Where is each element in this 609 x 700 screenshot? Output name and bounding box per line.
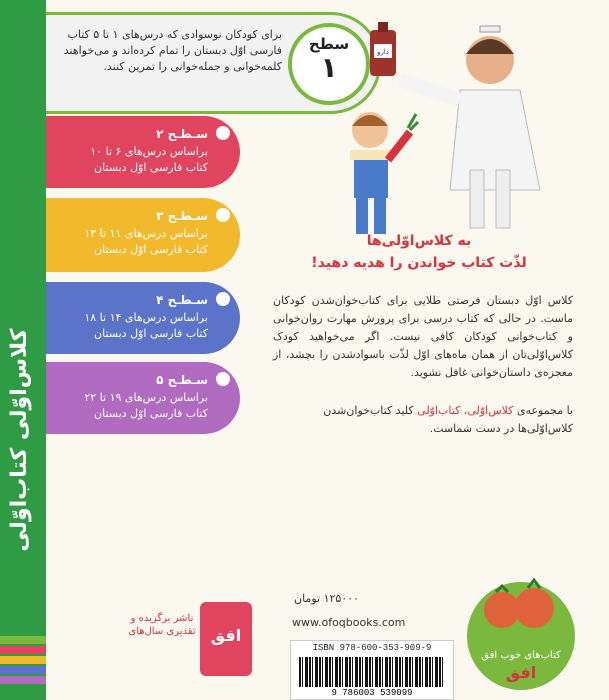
level-2-line1: براساس درس‌های ۶ تا ۱۰ — [90, 145, 208, 158]
level-5-line1: براساس درس‌های ۱۹ تا ۲۲ — [84, 391, 208, 404]
level-2-label: سـطـح ۲ — [156, 127, 208, 141]
doctor-coat — [450, 90, 540, 190]
barcode-block — [290, 640, 454, 700]
spine-bar — [0, 656, 46, 664]
isbn-text: ISBN 978-600-353-909-9 — [312, 643, 432, 653]
spine-bar — [0, 636, 46, 644]
spine-bar — [0, 676, 46, 684]
level-bullet-icon — [216, 126, 230, 140]
level-2-line2: کتاب فارسی اوّل دبستان — [94, 161, 208, 174]
level-1-word: سطح — [308, 35, 350, 53]
level-4-line1: براساس درس‌های ۱۴ تا ۱۸ — [84, 311, 208, 324]
level-bullet-icon — [216, 208, 230, 222]
plant-icon — [408, 114, 418, 130]
level-3-label: سـطـح ۳ — [156, 209, 208, 223]
publisher-logo — [200, 602, 252, 676]
publisher-award — [128, 602, 252, 676]
price: ۱۲۵۰۰۰ تومان — [294, 592, 360, 605]
level-5-line2: کتاب فارسی اوّل دبستان — [94, 407, 208, 420]
level-2-tab — [46, 116, 240, 188]
publisher-award-text: ناشر برگزیده و تقدیری سال‌های — [128, 613, 196, 637]
headline — [269, 230, 569, 274]
level-5-label: سـطـح ۵ — [156, 373, 208, 387]
boy-illustration — [330, 100, 420, 240]
level-3-tab — [46, 198, 240, 272]
series-logo — [460, 560, 582, 696]
level-bullet-icon — [216, 292, 230, 306]
level-4-tab — [46, 282, 240, 354]
level-bullet-icon — [216, 372, 230, 386]
barcode-digits: 9 786003 539099 — [331, 688, 413, 698]
level-3-line2: کتاب فارسی اوّل دبستان — [94, 243, 208, 256]
series-logo-word: افق — [505, 663, 537, 682]
book-spine — [0, 0, 46, 700]
description-paragraph: کلاس اوّل دبستان فرصتی طلایی برای کتاب‌خوان‌شدن کودکان ماست. در حالی که کتاب درسی برای پرورش مهارت روان‌خوانی و کتاب‌خوانی کودکان کافی نیست. اگر می‌خواهید کودک کلاس‌اوّلی‌تان از همان ماه‌های اوّل لذّت باسوادشدن را بچشد، از معجزه‌ی داستان‌خوانی غافل نشوید. — [273, 294, 573, 379]
headline-line2: لذّت کتاب خواندن را هدیه دهید! — [311, 255, 527, 271]
series-logo-text: کتاب‌های خوب افق — [481, 650, 561, 661]
bottle-label: دارو — [377, 48, 389, 56]
barcode-icon — [299, 657, 445, 687]
spine-color-bars — [0, 636, 46, 700]
series-name: کلاس‌اوّلی، کتاب‌اوّلی — [417, 404, 514, 417]
website-url: www.ofoqbooks.com — [292, 616, 406, 629]
level-3-line1: براساس درس‌های ۱۱ تا ۱۳ — [84, 227, 208, 240]
spine-bar — [0, 666, 46, 674]
level-4-line2: کتاب فارسی اوّل دبستان — [94, 327, 208, 340]
level-5-tab — [46, 362, 240, 434]
publisher-logo-word: افق — [210, 626, 242, 645]
level-1-number: ۱ — [320, 51, 338, 84]
spine-title: کلاس‌اوّلی کتاب‌اوّلی — [7, 328, 32, 552]
level-1-description: برای کودکان نوسوادی که درس‌های ۱ تا ۵ کتاب فارسی اوّل دبستان را تمام کرده‌اند و می‌خواهند کلمه‌خوانی و جمله‌خوانی را تمرین کنند. — [63, 28, 282, 73]
level-4-label: سـطـح ۴ — [156, 293, 208, 307]
spine-bar — [0, 646, 46, 654]
tomato-icon — [514, 588, 554, 628]
series-paragraph: با مجموعه‌ی کلاس‌اوّلی، کتاب‌اوّلی کلید کتاب‌خوان‌شدن کلاس‌اوّلی‌ها در دست شماست. — [323, 404, 573, 435]
headline-line1: به کلاس‌اوّلی‌ها — [366, 233, 472, 249]
